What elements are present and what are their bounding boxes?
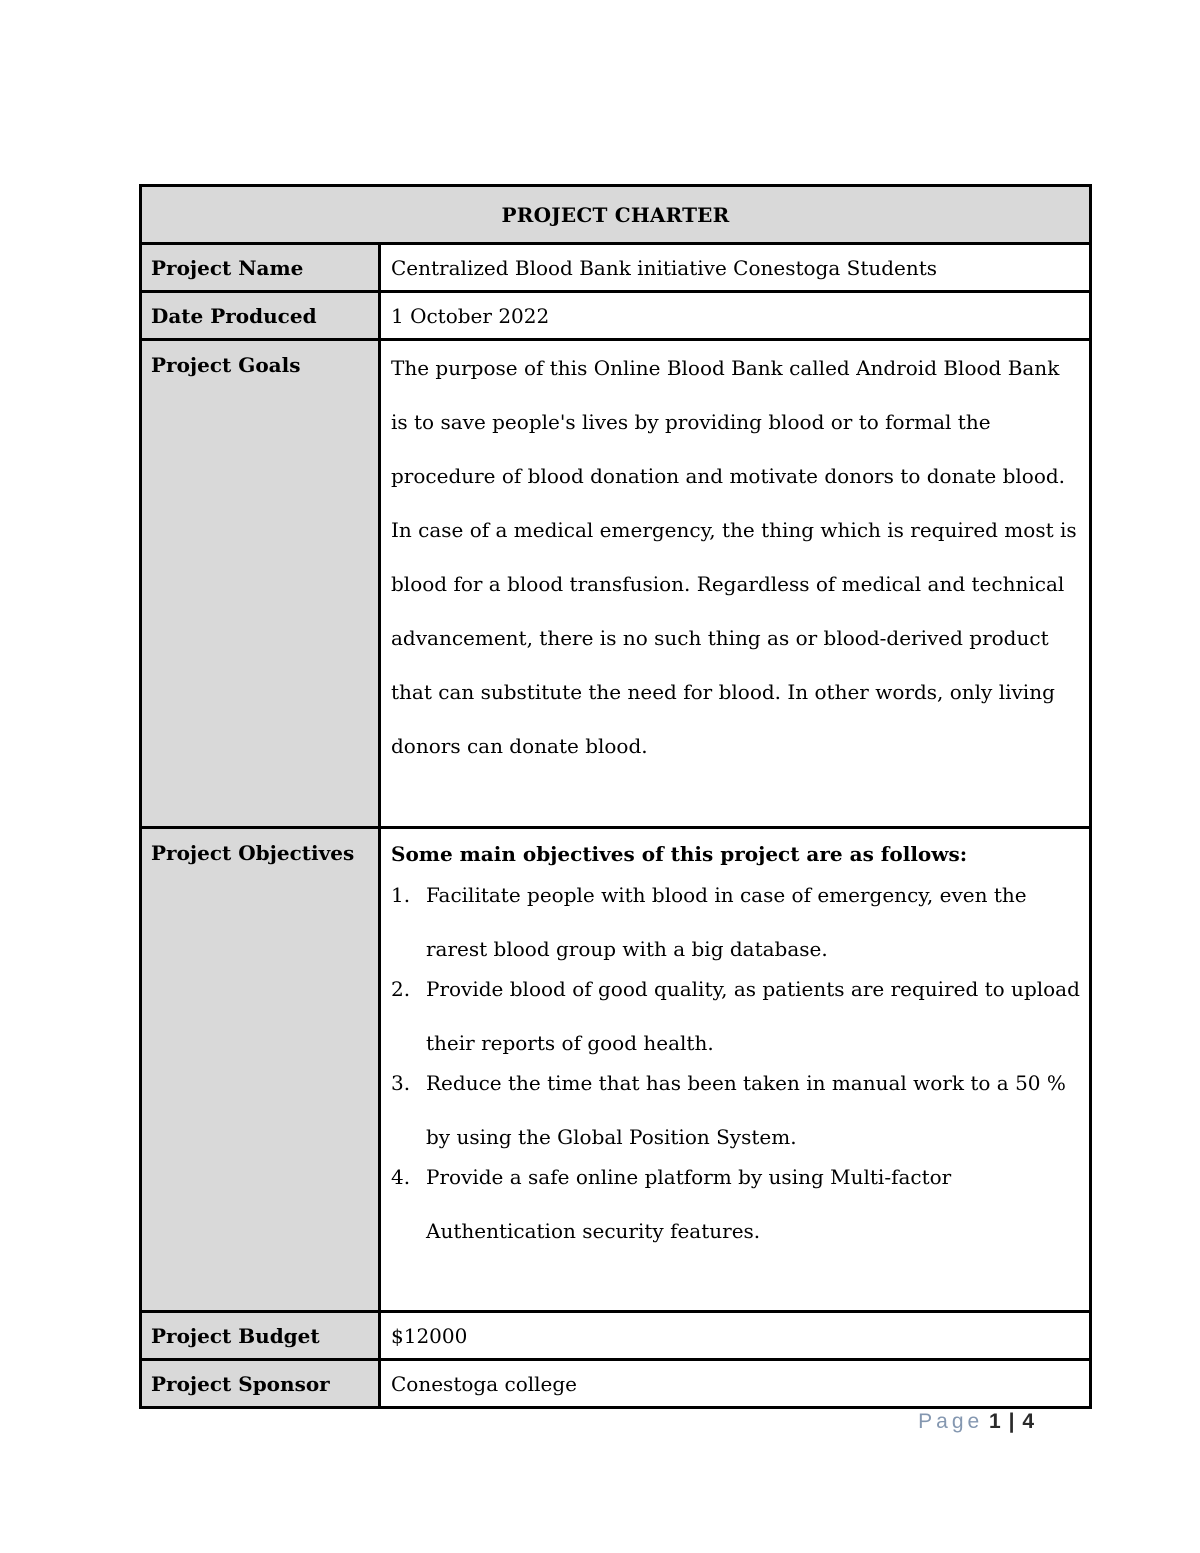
objective-text: Reduce the time that has been taken in manual work to a 50 % by using the Global Position System. [426, 1071, 1066, 1149]
project-budget-label: Project Budget [141, 1312, 380, 1360]
project-sponsor-label: Project Sponsor [141, 1360, 380, 1408]
row-project-objectives [141, 828, 1091, 1312]
objective-text: Facilitate people with blood in case of emergency, even the rarest blood group with a big database. [426, 883, 1027, 961]
row-project-sponsor [141, 1360, 1091, 1408]
date-produced-label: Date Produced [141, 292, 380, 340]
charter-title: PROJECT CHARTER [141, 186, 1091, 244]
project-goals-cell [380, 340, 1091, 828]
objective-number: 1. [391, 883, 411, 907]
project-objectives-cell [380, 828, 1091, 1312]
objectives-intro: Some main objectives of this project are as follows: [391, 842, 968, 866]
project-name-label: Project Name [141, 244, 380, 292]
date-produced-value: 1 October 2022 [380, 292, 1091, 340]
row-project-goals [141, 340, 1091, 828]
objective-number: 2. [391, 977, 411, 1001]
objective-item [391, 868, 1081, 976]
project-budget-value: $12000 [380, 1312, 1091, 1360]
project-goals-label: Project Goals [141, 340, 380, 828]
current-page-number: 1 [989, 1410, 1001, 1433]
title-row [141, 186, 1091, 244]
objective-number: 3. [391, 1071, 411, 1095]
page-separator: | [1008, 1410, 1015, 1433]
objective-text: Provide a safe online platform by using Multi-factor Authentication security features. [426, 1165, 952, 1243]
objective-text: Provide blood of good quality, as patients are required to upload their reports of good health. [426, 977, 1080, 1055]
project-objectives-label: Project Objectives [141, 828, 380, 1312]
project-goals-text: The purpose of this Online Blood Bank called Android Blood Bank is to save people's lives by providing blood or to formal the procedure of blood donation and motivate donors to donate blood. In case of a medical emergency, the thing which is required most is blood for a blood transfusion. Regardless of medical and technical advancement, there is no such thing as or blood-derived product that can substitute the need for blood. In other words, only living donors can donate blood. [391, 356, 1077, 758]
page-footer [918, 1410, 1034, 1434]
project-sponsor-value: Conestoga college [380, 1360, 1091, 1408]
total-pages: 4 [1022, 1410, 1034, 1433]
row-project-name [141, 244, 1091, 292]
objective-item [391, 1150, 1081, 1258]
project-name-value: Centralized Blood Bank initiative Conestoga Students [380, 244, 1091, 292]
objective-item [391, 962, 1081, 1070]
row-date-produced [141, 292, 1091, 340]
objective-number: 4. [391, 1165, 411, 1189]
row-project-budget [141, 1312, 1091, 1360]
objectives-list [391, 868, 1081, 1258]
project-charter-table [139, 184, 1092, 1409]
objective-item [391, 1056, 1081, 1164]
page-word: Page [918, 1410, 984, 1433]
